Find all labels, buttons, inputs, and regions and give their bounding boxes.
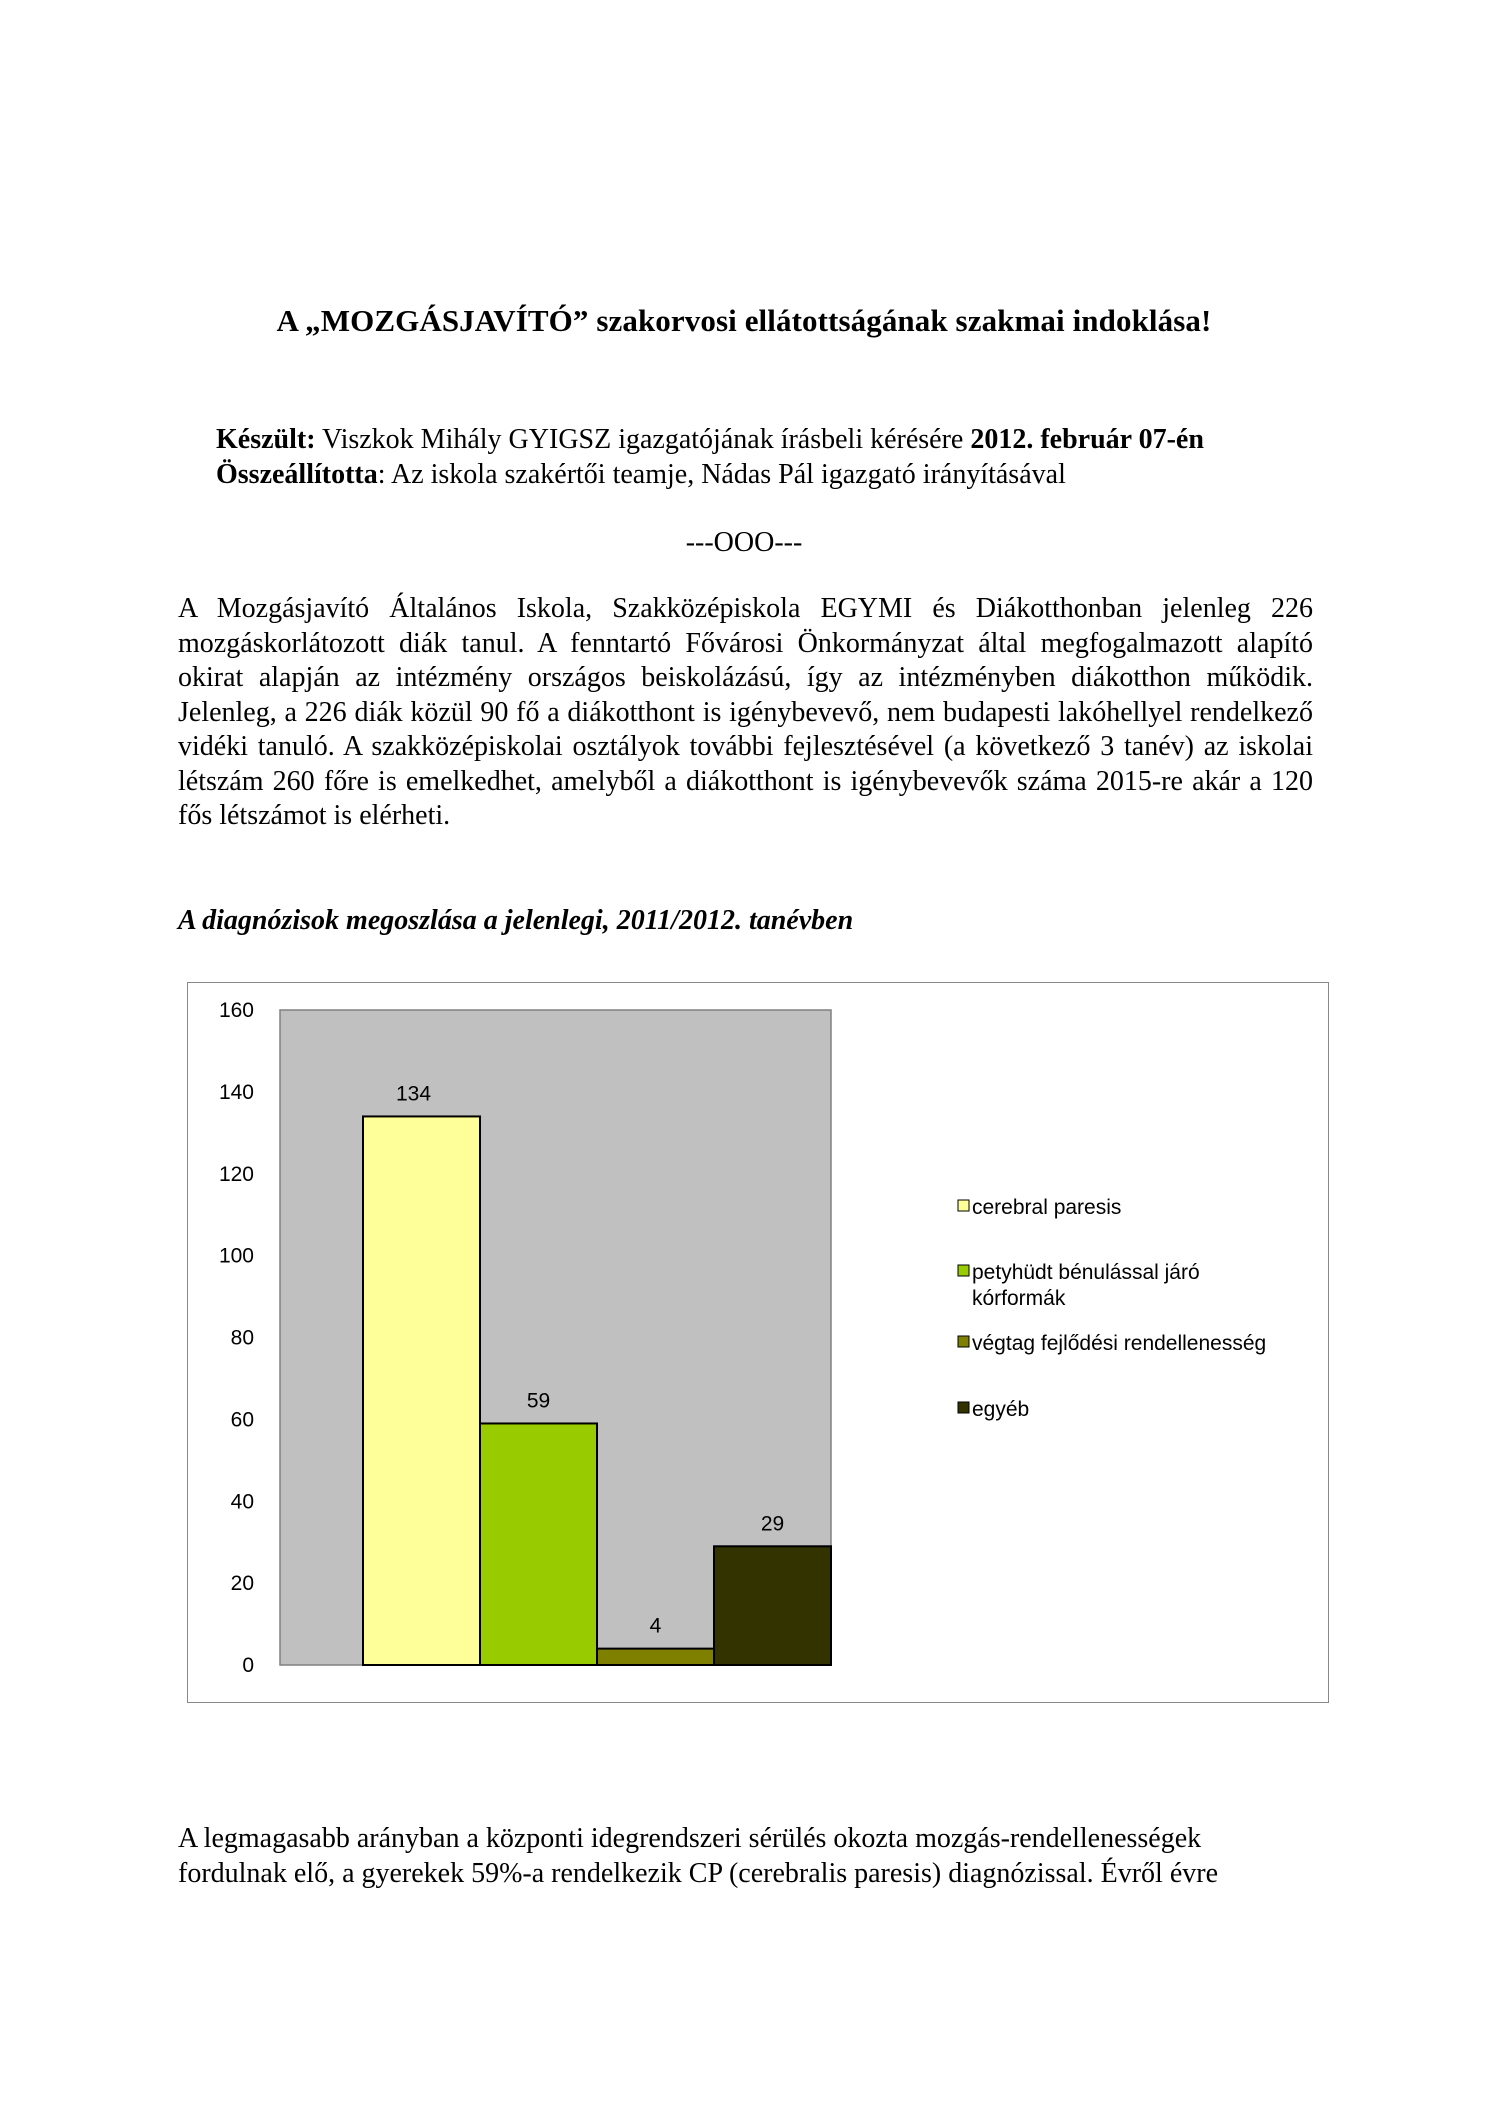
closing-line-1: A legmagasabb arányban a központi idegrendszeri sérülés okozta mozgás-rendellenességek — [178, 1823, 1202, 1854]
y-tick-label: 140 — [218, 1080, 254, 1104]
legend-label: végtag fejlődési rendellenesség — [972, 1332, 1267, 1355]
prepared-label: Készült: — [216, 424, 316, 455]
y-tick-label: 160 — [218, 999, 254, 1022]
y-tick-label: 60 — [230, 1408, 254, 1432]
closing-line-2: fordulnak elő, a gyerekek 59%-a rendelkezik CP (cerebralis paresis) diagnózissal. Évről évre — [178, 1857, 1218, 1889]
data-label: 134 — [395, 1082, 432, 1106]
intro-paragraph: A Mozgásjavító Általános Iskola, Szakközépiskola EGYMI és Diákotthonban jelenleg 226 mozgáskorlátozott diák tanul. A fenntartó Fővárosi Önkormányzat által megfogalmazott alapító okirat alapján az intézmény országos beiskolázású, így az intézményben diákotthon működik. Jelenleg, a 226 diák közül 90 fő a diákotthont is igénybevevő, nem budapesti lakóhellyel rendelkező vidéki tanuló. A szakközépiskolai osztályok további fejlesztésével (a következő 3 tanév) az iskolai létszám 260 főre is emelkedhet, amelyből a diákotthont is igénybevevők száma 2015-re akár a 120 fős létszámot is elérheti. — [178, 593, 1313, 831]
y-tick-label: 20 — [230, 1572, 254, 1596]
bar — [363, 1116, 480, 1665]
bar — [714, 1546, 831, 1665]
data-label: 29 — [760, 1512, 785, 1536]
data-label: 59 — [526, 1389, 551, 1413]
bar — [480, 1423, 597, 1665]
legend-swatch — [958, 1336, 969, 1347]
legend-label: cerebral paresis — [972, 1196, 1122, 1219]
legend-swatch — [958, 1200, 969, 1211]
legend-label: petyhüdt bénulással járó — [972, 1261, 1200, 1284]
legend-label: kórformák — [972, 1287, 1066, 1310]
y-tick-label: 80 — [230, 1326, 254, 1350]
prepared-date: 2012. február 07-én — [970, 424, 1204, 455]
bar — [597, 1649, 714, 1665]
separator: ---OOO--- — [685, 527, 803, 558]
chart-caption: A diagnózisok megoszlása a jelenlegi, 2011/2012. tanévben — [178, 905, 854, 936]
y-tick-label: 100 — [218, 1244, 254, 1268]
y-tick-label: 0 — [242, 1654, 254, 1677]
diagnosis-chart — [187, 982, 1329, 1703]
closing-paragraph — [178, 1822, 1313, 1891]
legend-swatch — [958, 1265, 969, 1276]
y-tick-label: 40 — [230, 1490, 254, 1514]
compiled-text: : Az iskola szakértői teamje, Nádas Pál igazgató irányításával — [377, 459, 1066, 490]
legend-label: egyéb — [972, 1398, 1030, 1421]
prepared-text: Viszkok Mihály GYIGSZ igazgatójának írásbeli kérésére — [315, 424, 971, 455]
y-tick-label: 120 — [218, 1162, 254, 1186]
prepared-line — [216, 424, 1356, 456]
legend-swatch — [958, 1402, 969, 1413]
page-title: A „MOZGÁSJAVÍTÓ” szakorvosi ellátottságának szakmai indoklása! — [276, 303, 1212, 338]
data-label: 4 — [649, 1614, 662, 1638]
compiled-line — [216, 459, 1356, 491]
compiled-label: Összeállította — [216, 459, 378, 490]
diagnosis-chart-svg — [188, 983, 1330, 1704]
